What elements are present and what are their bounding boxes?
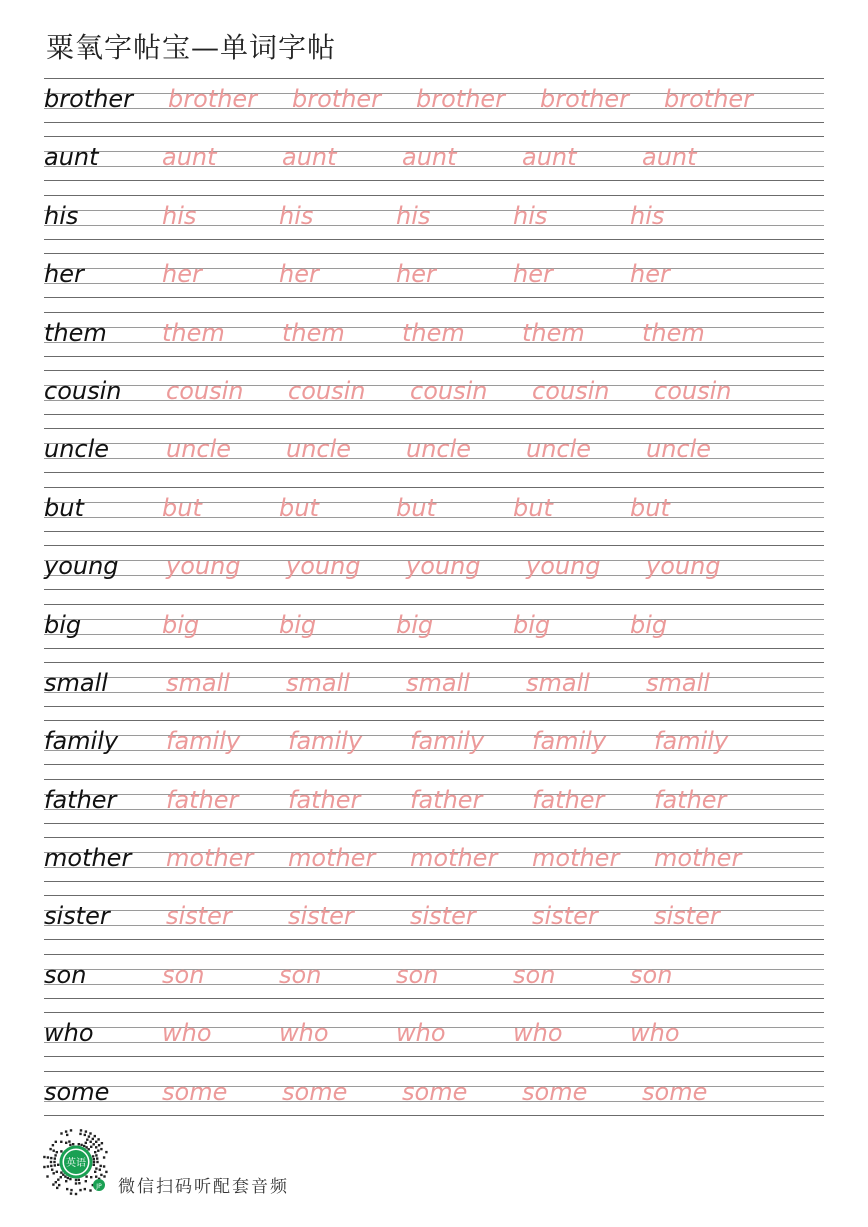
rule-line — [44, 895, 824, 896]
trace-word: but — [396, 493, 436, 522]
trace-word: some — [162, 1077, 228, 1106]
rule-line — [44, 531, 824, 532]
footer-caption: 微信扫码听配套音频 — [118, 1177, 289, 1197]
rule-line — [44, 297, 824, 298]
rule-line — [44, 545, 824, 546]
practice-row — [44, 195, 824, 253]
rule-line — [44, 253, 824, 254]
trace-word: young — [166, 552, 241, 581]
trace-word: family — [654, 727, 729, 756]
rule-line — [44, 1056, 824, 1057]
model-word: some — [44, 1077, 110, 1106]
rule-line — [44, 370, 824, 371]
trace-word: big — [279, 610, 317, 639]
trace-group — [44, 201, 824, 231]
practice-row — [44, 895, 824, 953]
trace-word: cousin — [532, 376, 610, 405]
trace-group — [44, 1077, 824, 1107]
practice-row — [44, 837, 824, 895]
rule-line — [44, 239, 824, 240]
trace-word: her — [513, 260, 553, 289]
model-word: them — [44, 318, 107, 347]
trace-word: big — [630, 610, 668, 639]
model-word: aunt — [44, 143, 99, 172]
trace-word: them — [162, 318, 225, 347]
trace-word: who — [279, 1019, 329, 1048]
trace-word: brother — [416, 85, 506, 113]
trace-word: brother — [168, 85, 258, 113]
trace-word: big — [396, 610, 434, 639]
trace-word: father — [410, 785, 483, 814]
trace-word: some — [642, 1077, 708, 1106]
trace-word: aunt — [522, 143, 577, 172]
model-word: uncle — [44, 435, 110, 464]
model-word: her — [44, 260, 84, 289]
rule-line — [44, 823, 824, 824]
trace-word: young — [406, 552, 481, 581]
trace-group — [44, 785, 824, 815]
trace-word: mother — [166, 844, 254, 873]
trace-word: them — [642, 318, 705, 347]
trace-word: son — [162, 960, 205, 989]
practice-row — [44, 1071, 824, 1129]
trace-word: small — [526, 668, 590, 697]
trace-word: young — [286, 552, 361, 581]
trace-word: her — [630, 260, 670, 289]
trace-word: sister — [654, 902, 720, 931]
trace-word: but — [630, 493, 670, 522]
trace-word: mother — [288, 844, 376, 873]
trace-group — [44, 259, 824, 289]
trace-word: cousin — [166, 376, 244, 405]
trace-word: young — [526, 552, 601, 581]
trace-word: sister — [166, 902, 232, 931]
trace-word: son — [630, 960, 673, 989]
rule-line — [44, 837, 824, 838]
trace-word: them — [282, 318, 345, 347]
practice-row — [44, 253, 824, 311]
trace-word: sister — [410, 902, 476, 931]
trace-word: who — [513, 1019, 563, 1048]
trace-word: son — [513, 960, 556, 989]
trace-group — [44, 668, 824, 698]
trace-word: sister — [532, 902, 598, 931]
trace-word: aunt — [642, 143, 697, 172]
practice-row — [44, 136, 824, 194]
rule-line — [44, 604, 824, 605]
trace-word: her — [396, 260, 436, 289]
rule-line — [44, 356, 824, 357]
rule-line — [44, 428, 824, 429]
model-word: but — [44, 493, 84, 522]
trace-word: brother — [292, 85, 382, 113]
model-word: family — [44, 727, 119, 756]
model-word: father — [44, 785, 117, 814]
trace-word: who — [162, 1019, 212, 1048]
model-word: his — [44, 201, 79, 230]
trace-word: small — [166, 668, 230, 697]
trace-word: sister — [288, 902, 354, 931]
trace-word: father — [654, 785, 727, 814]
trace-word: uncle — [526, 435, 592, 464]
trace-word: father — [532, 785, 605, 814]
trace-word: family — [288, 727, 363, 756]
practice-row — [44, 779, 824, 837]
rule-line — [44, 1071, 824, 1072]
trace-word: mother — [410, 844, 498, 873]
rule-line — [44, 472, 824, 473]
trace-word: brother — [664, 85, 754, 113]
trace-word: big — [513, 610, 551, 639]
practice-row — [44, 312, 824, 370]
rule-line — [44, 779, 824, 780]
model-word: small — [44, 668, 108, 697]
model-word: who — [44, 1019, 94, 1048]
model-word: sister — [44, 902, 110, 931]
footer — [42, 1128, 362, 1198]
rule-line — [44, 881, 824, 882]
trace-word: but — [162, 493, 202, 522]
trace-group — [44, 901, 824, 931]
trace-group — [44, 434, 824, 464]
rule-line — [44, 122, 824, 123]
model-word: young — [44, 552, 119, 581]
trace-word: his — [279, 201, 314, 230]
qr-badge-label: 英语 — [66, 1158, 86, 1169]
trace-word: aunt — [282, 143, 337, 172]
rule-line — [44, 939, 824, 940]
practice-row — [44, 720, 824, 778]
trace-group — [44, 551, 824, 581]
qr-mini-label: JP — [96, 1183, 102, 1190]
trace-word: her — [162, 260, 202, 289]
trace-word: small — [646, 668, 710, 697]
rule-line — [44, 720, 824, 721]
trace-word: uncle — [166, 435, 232, 464]
trace-word: his — [162, 201, 197, 230]
model-word: mother — [44, 844, 132, 873]
rule-line — [44, 1012, 824, 1013]
trace-word: cousin — [410, 376, 488, 405]
trace-word: family — [166, 727, 241, 756]
rule-line — [44, 312, 824, 313]
rule-line — [44, 1115, 824, 1116]
trace-word: son — [279, 960, 322, 989]
trace-word: who — [396, 1019, 446, 1048]
trace-group — [44, 84, 824, 114]
practice-row — [44, 78, 824, 136]
rule-line — [44, 180, 824, 181]
rule-line — [44, 648, 824, 649]
rule-line — [44, 136, 824, 137]
practice-row — [44, 370, 824, 428]
trace-word: cousin — [288, 376, 366, 405]
trace-word: mother — [654, 844, 742, 873]
trace-word: uncle — [406, 435, 472, 464]
rule-line — [44, 662, 824, 663]
trace-word: them — [402, 318, 465, 347]
trace-word: who — [630, 1019, 680, 1048]
trace-word: but — [513, 493, 553, 522]
rule-line — [44, 414, 824, 415]
practice-row — [44, 487, 824, 545]
rule-line — [44, 487, 824, 488]
trace-word: father — [166, 785, 239, 814]
handwriting-sheet — [44, 78, 824, 1130]
rule-line — [44, 589, 824, 590]
rule-line — [44, 954, 824, 955]
trace-word: small — [286, 668, 350, 697]
rule-line — [44, 706, 824, 707]
trace-group — [44, 1018, 824, 1048]
trace-word: some — [402, 1077, 468, 1106]
trace-word: uncle — [286, 435, 352, 464]
trace-word: big — [162, 610, 200, 639]
trace-word: family — [410, 727, 485, 756]
trace-group — [44, 610, 824, 640]
trace-word: but — [279, 493, 319, 522]
rule-line — [44, 998, 824, 999]
model-word: brother — [44, 85, 134, 113]
trace-word: mother — [532, 844, 620, 873]
trace-word: some — [282, 1077, 348, 1106]
trace-word: young — [646, 552, 721, 581]
trace-group — [44, 376, 824, 406]
trace-group — [44, 493, 824, 523]
practice-row — [44, 545, 824, 603]
model-word: son — [44, 960, 87, 989]
rule-line — [44, 764, 824, 765]
practice-row — [44, 1012, 824, 1070]
trace-word: small — [406, 668, 470, 697]
practice-row — [44, 428, 824, 486]
trace-word: his — [513, 201, 548, 230]
trace-word: them — [522, 318, 585, 347]
page-title: 粟氧字帖宝—单词字帖 — [46, 31, 337, 64]
trace-word: uncle — [646, 435, 712, 464]
model-word: big — [44, 610, 82, 639]
trace-group — [44, 843, 824, 873]
qr-code-icon[interactable] — [42, 1128, 110, 1196]
practice-row — [44, 954, 824, 1012]
rule-line — [44, 78, 824, 79]
practice-row — [44, 662, 824, 720]
trace-word: cousin — [654, 376, 732, 405]
trace-word: family — [532, 727, 607, 756]
model-word: cousin — [44, 376, 122, 405]
trace-word: aunt — [402, 143, 457, 172]
trace-word: his — [630, 201, 665, 230]
trace-word: son — [396, 960, 439, 989]
trace-word: her — [279, 260, 319, 289]
trace-word: his — [396, 201, 431, 230]
trace-group — [44, 142, 824, 172]
trace-word: father — [288, 785, 361, 814]
trace-word: some — [522, 1077, 588, 1106]
practice-row — [44, 604, 824, 662]
rule-line — [44, 195, 824, 196]
trace-word: brother — [540, 85, 630, 113]
trace-group — [44, 318, 824, 348]
trace-group — [44, 960, 824, 990]
trace-word: aunt — [162, 143, 217, 172]
trace-group — [44, 726, 824, 756]
